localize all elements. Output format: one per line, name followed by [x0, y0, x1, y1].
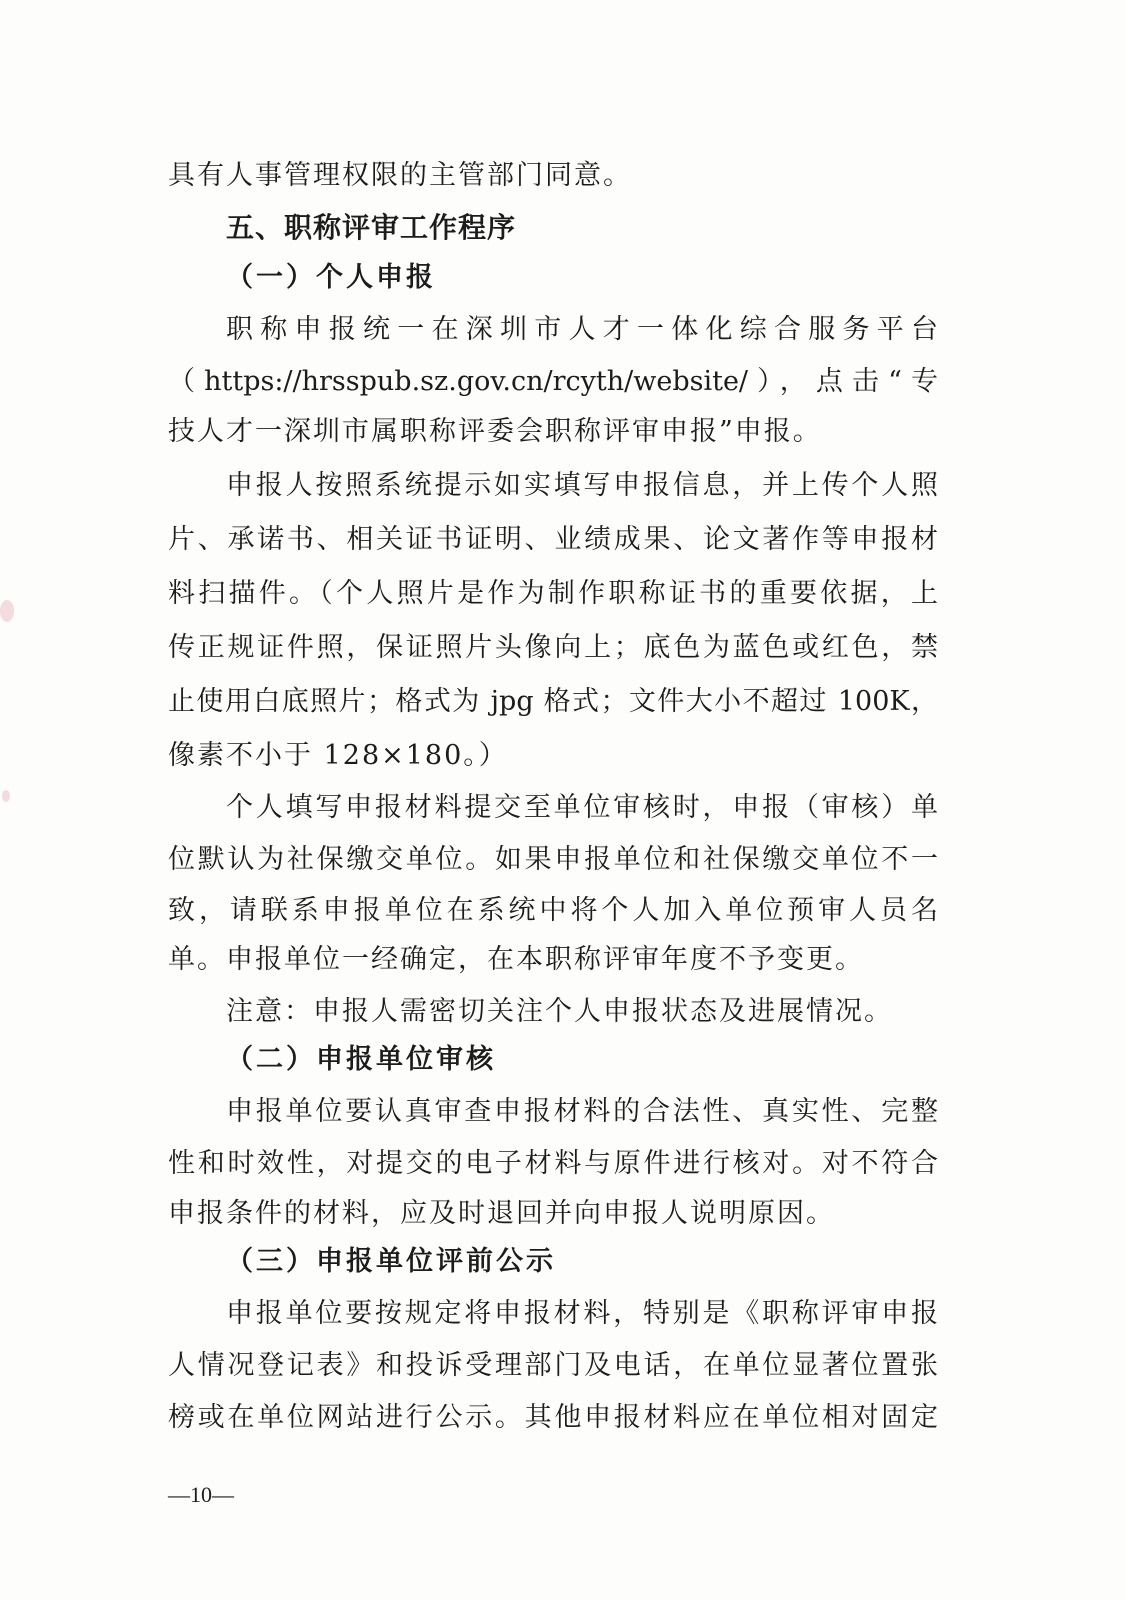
paragraph-line: 传正规证件照，保证照片头像向上；底色为蓝色或红色，禁: [168, 632, 938, 663]
paragraph-line: 性和时效性，对提交的电子材料与原件进行核对。对不符合: [168, 1148, 938, 1179]
paragraph-line: 人情况登记表》和投诉受理部门及电话，在单位显著位置张: [168, 1350, 938, 1381]
paragraph-line: 致，请联系申报单位在系统中将个人加入单位预审人员名: [168, 895, 938, 926]
scan-stain: [2, 790, 10, 802]
paragraph-line: 申报单位要按规定将申报材料，特别是《职称评审申报: [226, 1298, 938, 1329]
paragraph-line: 申报人按照系统提示如实填写申报信息，并上传个人照: [226, 470, 938, 501]
paragraph-line: 申报单位要认真审查申报材料的合法性、真实性、完整: [226, 1096, 938, 1127]
paragraph-line: 申报条件的材料，应及时退回并向申报人说明原因。: [168, 1198, 835, 1229]
section-heading: 五、职称评审工作程序: [226, 211, 517, 244]
page-number: —10—: [168, 1482, 234, 1507]
paragraph-line: 榜或在单位网站进行公示。其他申报材料应在单位相对固定: [168, 1402, 938, 1433]
paragraph-line: 像素不小于 128×180。）: [168, 740, 508, 771]
paragraph-line: 止使用白底照片；格式为 jpg 格式；文件大小不超过 100K，: [168, 686, 938, 717]
paragraph-line: 职称申报统一在深圳市人才一体化综合服务平台: [226, 314, 938, 345]
subsection-heading: （二）申报单位审核: [226, 1044, 496, 1075]
paragraph-line: 单。申报单位一经确定，在本职称评审年度不予变更。: [168, 944, 864, 975]
paragraph-line: 个人填写申报材料提交至单位审核时，申报（审核）单: [226, 792, 938, 823]
scan-stain: [0, 600, 14, 622]
paragraph-line: 具有人事管理权限的主管部门同意。: [168, 160, 632, 191]
paragraph-line: 料扫描件。（个人照片是作为制作职称证书的重要依据，上: [168, 578, 938, 609]
paragraph-line-url: （https://hrsspub.sz.gov.cn/rcyth/website/），点击“专: [168, 366, 938, 397]
subsection-heading: （一）个人申报: [226, 262, 436, 293]
subsection-heading: （三）申报单位评前公示: [226, 1246, 556, 1277]
paragraph-line: 片、承诺书、相关证书证明、业绩成果、论文著作等申报材: [168, 524, 938, 555]
paragraph-line: 位默认为社保缴交单位。如果申报单位和社保缴交单位不一: [168, 844, 938, 875]
paragraph-line: 技人才一深圳市属职称评委会职称评审申报”申报。: [168, 416, 822, 447]
notice-line: 注意：申报人需密切关注个人申报状态及进展情况。: [226, 996, 893, 1027]
